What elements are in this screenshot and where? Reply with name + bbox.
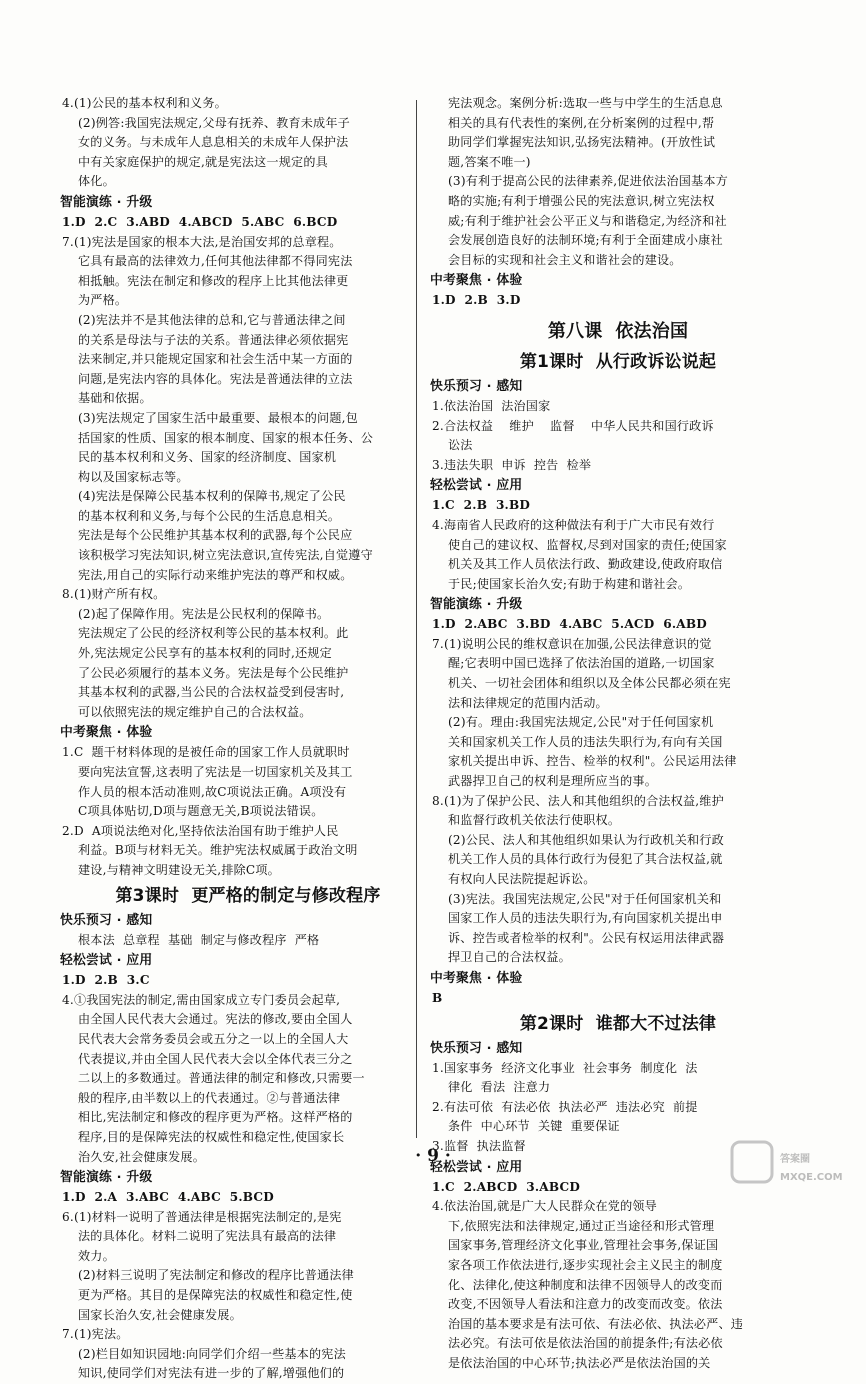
section-heading: 智能演练 · 升级 <box>60 194 153 210</box>
answer-text: 武器捍卫自己的权利是理所应当的事。 <box>448 774 657 789</box>
answer-text: 问题,是宪法内容的具体化。宪法是普通法律的立法 <box>78 371 353 386</box>
answer-item: 3.违法失职 申诉 控告 检举 <box>432 457 592 472</box>
answer-text: 法来制定,并只能规定国家和社会生活中某一方面的 <box>78 352 353 367</box>
answer-item: 8.(1)为了保护公民、法人和其他组织的合法权益,维护 <box>432 793 724 808</box>
lesson-title: 第2课时 谁都大不过法律 <box>519 1013 717 1034</box>
answer-text: 代表提议,并由全国人民代表大会以全体代表三分之 <box>78 1051 353 1066</box>
answer-text: 法必究。有法可依是依法治国的前提条件;有法必依 <box>448 1336 723 1351</box>
answer-subitem: (2)公民、法人和其他组织如果认为行政机关和行政 <box>448 832 724 847</box>
answer-item: 4.①我国宪法的制定,需由国家成立专门委员会起草, <box>62 992 341 1007</box>
section-heading: 智能演练 · 升级 <box>60 1170 153 1186</box>
answer-text: 体化。 <box>78 174 115 189</box>
answer-text: 为严格。 <box>78 293 128 308</box>
answer-text: 括国家的性质、国家的根本制度、国家的根本任务、公 <box>78 430 374 445</box>
section-heading: 快乐预习 · 感知 <box>430 378 523 394</box>
answer-text: 律化 看法 注意力 <box>448 1080 551 1095</box>
answer-item: 1.依法治国 法治国家 <box>432 398 551 413</box>
answer-text: 治久安,社会健康发展。 <box>78 1149 205 1164</box>
answer-text: 国家事务,管理经济文化事业,管理社会事务,保证国 <box>448 1238 719 1253</box>
answer-text: 了公民必须履行的基本义务。宪法是每个公民维护 <box>78 665 349 680</box>
left-column <box>62 94 434 1384</box>
answer-text: 治国的基本要求是有法可依、有法必依、执法必严、违 <box>448 1316 744 1331</box>
answer-text: 题,答案不唯一) <box>448 154 531 169</box>
answer-text: 宪法,用自己的实际行动来维护宪法的尊严和权威。 <box>78 567 353 582</box>
answer-text: 醒;它表明中国已选择了依法治国的道路,一切国家 <box>448 656 715 671</box>
answer-text: 作人员的根本活动准则,故C项说法正确。A项没有 <box>78 784 347 799</box>
answer-text: 使自己的建议权、监督权,尽到对国家的责任;使国家 <box>448 537 727 552</box>
watermark-title: 答案圈 <box>780 1154 810 1165</box>
answer-item: 7.(1)宪法。 <box>62 1327 129 1342</box>
answer-text: 由全国人民代表大会通过。宪法的修改,要由全国人 <box>78 1012 353 1027</box>
answer-text: 构以及国家标志等。 <box>78 469 189 484</box>
lesson-title: 第3课时 更严格的制定与修改程序 <box>115 885 381 906</box>
answer-text: 的基本权利和义务,与每个公民的生活息息相关。 <box>78 508 341 523</box>
answer-text: 诉、控告或者检举的权利"。公民有权运用法律武器 <box>448 930 725 945</box>
answer-text: 可以依照宪法的规定维护自己的合法权益。 <box>78 704 312 719</box>
answer-text: 女的义务。与未成年人息息相关的未成年人保护法 <box>78 135 349 150</box>
section-heading: 智能演练 · 升级 <box>430 597 523 613</box>
answer-item: 3.监督 执法监督 <box>432 1138 526 1153</box>
answer-text: 下,依照宪法和法律规定,通过正当途径和形式管理 <box>448 1218 715 1233</box>
column-divider <box>416 100 417 1138</box>
answer-subitem: (4)宪法是保障公民基本权利的保障书,规定了公民 <box>78 489 346 504</box>
answer-text: 法和法律规定的范围内活动。 <box>448 695 608 710</box>
answer-text: 讼法 <box>448 438 473 453</box>
answer-text: 相抵触。宪法在制定和修改的程序上比其他法律更 <box>78 273 349 288</box>
lesson-title: 第1课时 从行政诉讼说起 <box>519 351 717 372</box>
answer-text: 般的程序,由半数以上的代表通过。②与普通法律 <box>78 1090 341 1105</box>
section-heading: 快乐预习 · 感知 <box>60 912 153 928</box>
answer-item: 7.(1)宪法是国家的根本大法,是治国安邦的总章程。 <box>62 234 342 249</box>
answer-text: 助同学们掌握宪法知识,弘扬宪法精神。(开放性试 <box>448 135 716 150</box>
answer-text: 更为严格。其目的是保障宪法的权威性和稳定性,使 <box>78 1288 353 1303</box>
answer-text: 宪法是每个公民维护其基本权利的武器,每个公民应 <box>78 528 353 543</box>
answer-text: 外,宪法规定公民享有的基本权利的同时,还规定 <box>78 646 332 661</box>
answer-text: 它具有最高的法律效力,任何其他法律都不得同宪法 <box>78 254 353 269</box>
answer-text: 中有关家庭保护的规定,就是宪法这一规定的具 <box>78 154 328 169</box>
answer-text: 有权向人民法院提起诉讼。 <box>448 872 596 886</box>
answer-item: 4.依法治国,就是广大人民群众在党的领导 <box>432 1199 657 1214</box>
answer-text: 略的实施;有利于增强公民的宪法意识,树立宪法权 <box>448 193 715 208</box>
answer-subitem: (3)宪法规定了国家生活中最重要、最根本的问题,包 <box>78 410 358 425</box>
answer-text: 基础和依据。 <box>78 391 152 406</box>
answer-text: 家各项工作依法进行,逐步实现社会主义民主的制度 <box>448 1257 723 1272</box>
answer-subitem: (2)例答:我国宪法规定,父母有抚养、教育未成年子 <box>78 115 350 130</box>
answer-text: 该积极学习宪法知识,树立宪法意识,宣传宪法,自觉遵守 <box>78 548 373 563</box>
watermark-logo <box>730 1138 850 1190</box>
answer-item: 7.(1)说明公民的维权意识在加强,公民法律意识的觉 <box>432 636 712 651</box>
answer-line: B <box>432 990 443 1005</box>
answer-subitem: (3)有利于提高公民的法律素养,促进依法治国基本方 <box>448 174 728 189</box>
answer-subitem: (3)宪法。我国宪法规定,公民"对于任何国家机关和 <box>448 891 722 906</box>
answer-text: 宪法规定了公民的经济权利等公民的基本权利。此 <box>78 626 349 641</box>
answer-subitem: (2)起了保障作用。宪法是公民权利的保障书。 <box>78 606 330 621</box>
answer-text: 根本法 总章程 基础 制定与修改程序 严格 <box>78 932 320 947</box>
answer-text: 要向宪法宣誓,这表明了宪法是一切国家机关及其工 <box>78 765 353 779</box>
answer-text: 是依法治国的中心环节;执法必严是依法治国的关 <box>448 1355 711 1370</box>
answer-subitem: (2)有。理由:我国宪法规定,公民"对于任何国家机 <box>448 715 714 730</box>
answer-text: 会目标的实现和社会主义和谐社会的建设。 <box>448 252 682 267</box>
answer-text: 机关及其工作人员依法行政、勤政建设,使政府取信 <box>448 557 723 572</box>
answer-item: 2.有法可依 有法必依 执法必严 违法必究 前提 <box>432 1099 698 1114</box>
answer-subitem: (2)材料三说明了宪法制定和修改的程序比普通法律 <box>78 1268 354 1283</box>
answer-line: 1.C 2.B 3.BD <box>432 498 531 513</box>
answer-text: 家机关提出申诉、控告、检举的权利"。公民运用法律 <box>448 754 737 769</box>
answer-subitem: (2)栏目如知识园地:向同学们介绍一些基本的宪法 <box>78 1346 346 1361</box>
answer-item: 1.C 题干材料体现的是被任命的国家工作人员就职时 <box>62 745 350 760</box>
section-heading: 快乐预习 · 感知 <box>430 1040 523 1056</box>
answer-subitem: (2)宪法并不是其他法律的总和,它与普通法律之间 <box>78 312 346 327</box>
answer-line: 1.D 2.A 3.ABC 4.ABC 5.BCD <box>62 1190 274 1205</box>
answer-text: 捍卫自己的合法权益。 <box>448 950 571 965</box>
answer-text: 相关的具有代表性的案例,在分析案例的过程中,帮 <box>448 115 715 130</box>
answer-text: 机关工作人员的具体行政行为侵犯了其合法权益,就 <box>448 852 723 867</box>
answer-item: 2.合法权益 维护 监督 中华人民共和国行政诉 <box>432 418 714 433</box>
section-heading: 轻松尝试 · 应用 <box>430 1159 523 1175</box>
answer-text: 宪法观念。案例分析:选取一些与中学生的生活息息 <box>448 96 723 110</box>
answer-text: C项具体贴切,D项与题意无关,B项说法错误。 <box>78 804 324 819</box>
answer-text: 效力。 <box>78 1248 115 1263</box>
answer-line: 1.D 2.B 3.C <box>62 973 150 988</box>
answer-text: 二以上的多数通过。普通法律的制定和修改,只需要一 <box>78 1071 365 1086</box>
answer-text: 其基本权利的武器,当公民的合法权益受到侵害时, <box>78 685 345 700</box>
answer-text: 条件 中心环节 关键 重要保证 <box>448 1119 620 1134</box>
answer-text: 化、法律化,使这种制度和法律不因领导人的改变而 <box>448 1277 723 1292</box>
answer-text: 民的基本权利和义务、国家的经济制度、国家机 <box>78 450 337 465</box>
answer-line: 1.D 2.B 3.D <box>432 293 521 308</box>
answer-line: 1.D 2.C 3.ABD 4.ABCD 5.ABC 6.BCD <box>62 214 338 229</box>
answer-line: 1.D 2.ABC 3.BD 4.ABC 5.ACD 6.ABD <box>432 617 707 632</box>
answer-item: 4.(1)公民的基本权利和义务。 <box>62 96 227 110</box>
answer-text: 会发展创造良好的法制环境;有利于全面建成小康社 <box>448 233 723 248</box>
section-heading: 轻松尝试 · 应用 <box>60 953 153 969</box>
page-number: · 9 · <box>415 1146 451 1166</box>
answer-line: 1.C 2.ABCD 3.ABCD <box>432 1179 581 1194</box>
answer-text: 民代表大会常务委员会或五分之一以上的全国人大 <box>78 1031 349 1046</box>
answer-text: 国家长治久安,社会健康发展。 <box>78 1307 242 1322</box>
answer-text: 和监督行政机关依法行使职权。 <box>448 813 621 828</box>
answer-text: 利益。B项与材料无关。维护宪法权威属于政治文明 <box>78 843 358 858</box>
answer-text: 国家工作人员的违法失职行为,有向国家机关提出申 <box>448 911 723 926</box>
section-heading: 中考聚焦 · 体验 <box>430 273 523 289</box>
answer-item: 8.(1)财产所有权。 <box>62 587 166 602</box>
answer-text: 建设,与精神文明建设无关,排除C项。 <box>78 862 280 877</box>
section-heading: 中考聚焦 · 体验 <box>430 970 523 986</box>
answer-text: 知识,使同学们对宪法有进一步的了解,增强他们的 <box>78 1366 345 1381</box>
answer-text: 机关、一切社会团体和组织以及全体公民都必须在宪 <box>448 676 731 691</box>
answer-text: 关和国家机关工作人员的违法失职行为,有向有关国 <box>448 734 723 749</box>
answer-item: 1.国家事务 经济文化事业 社会事务 制度化 法 <box>432 1060 698 1075</box>
answer-text: 程序,目的是保障宪法的权威性和稳定性,使国家长 <box>78 1129 345 1144</box>
answer-text: 相比,宪法制定和修改的程序更为严格。这样严格的 <box>78 1110 353 1125</box>
answer-item: 4.海南省人民政府的这种做法有利于广大市民有效行 <box>432 517 715 532</box>
chapter-title: 第八课 依法治国 <box>547 320 689 342</box>
answer-text: 的关系是母法与子法的关系。普通法律必须依据宪 <box>78 332 349 347</box>
answer-item: 6.(1)材料一说明了普通法律是根据宪法制定的,是宪 <box>62 1209 342 1224</box>
watermark-url: MXQE.COM <box>780 1172 843 1183</box>
section-heading: 中考聚焦 · 体验 <box>60 725 153 741</box>
answer-text: 于民;使国家长治久安;有助于构建和谐社会。 <box>448 576 691 591</box>
section-heading: 轻松尝试 · 应用 <box>430 478 523 494</box>
answer-text: 法的具体化。材料二说明了宪法具有最高的法律 <box>78 1229 337 1244</box>
answer-item: 2.D A项说法绝对化,坚持依法治国有助于维护人民 <box>62 823 339 838</box>
answer-text: 威;有利于维护社会公平正义与和谐稳定,为经济和社 <box>448 213 727 228</box>
answer-text: 改变,不因领导人看法和注意力的改变而改变。依法 <box>448 1297 723 1312</box>
